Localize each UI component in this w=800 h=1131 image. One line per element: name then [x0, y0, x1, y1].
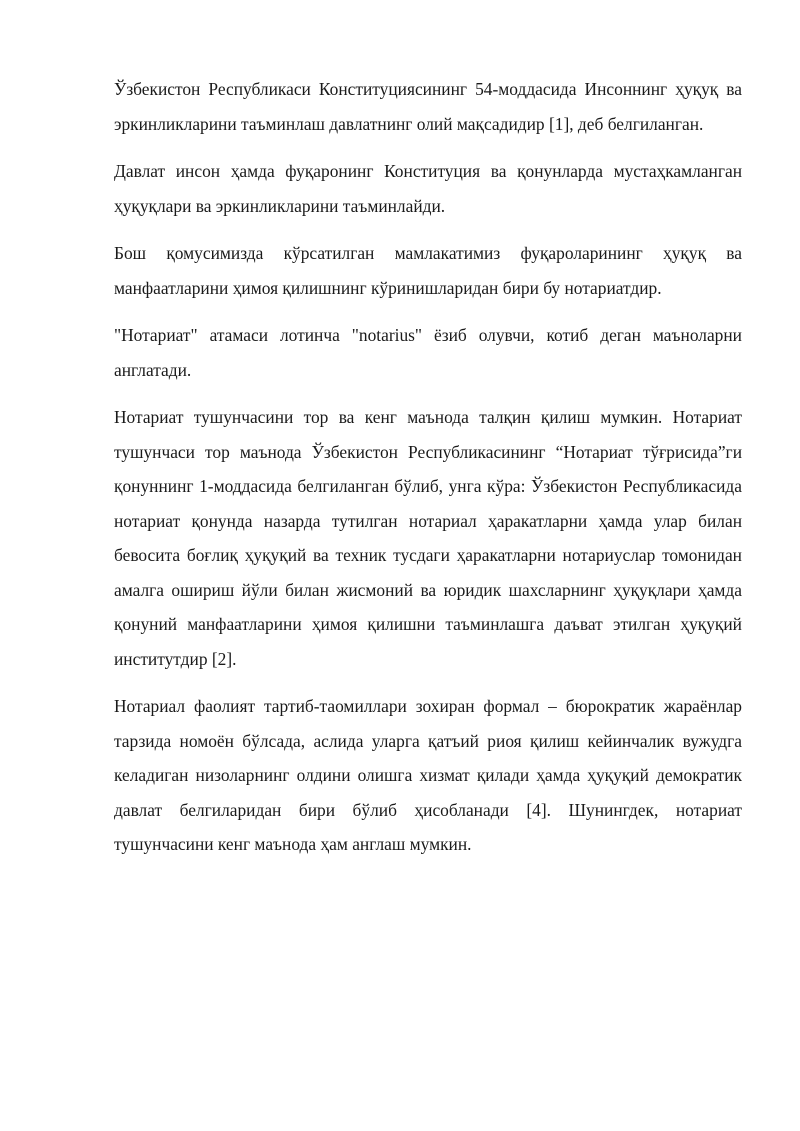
paragraph-narrow-definition: Нотариат тушунчасини тор ва кенг маънода талқин қилиш мумкин. Нотариат тушунчаси тор маънода Ўзбекистон Республикасининг “Нотариат тўғрисида”ги қонуннинг 1-моддасида белгиланган бўлиб, унга кўра: Ўзбекистон Республикасида нотариат қонунда назарда тутилган нотариал ҳаракатларни ҳамда улар билан бевосита боғлиқ ҳуқуқий ва техник тусдаги ҳаракатларни нотариуслар томонидан амалга ошириш йўли билан жисмоний ва юридик шахсларнинг ҳуқуқлари ҳамда қонуний манфаатларини ҳимоя қилишни таъминлашга даъват этилган ҳуқуқий институтдир [2]. [114, 407, 742, 669]
paragraph-notarial-procedures: Нотариал фаолият тартиб-таомиллари зохиран формал – бюрократик жараёнлар тарзида номоён бўлсада, аслида уларга қатъий риоя қилиш кейинчалик вужудга келадиган низоларнинг олдини олишга хизмат қилади ҳамда ҳуқуқий демократик давлат белгиларидан бири бўлиб ҳисобланади [4]. Шунингдек, нотариат тушунчасини кенг маънода ҳам англаш мумкин. [114, 696, 742, 854]
paragraph-state-guarantees: Давлат инсон ҳамда фуқаронинг Конституция ва қонунларда мустаҳкамланган ҳуқуқлари ва эркинликларини таъминлайди. [114, 161, 742, 216]
paragraph-constitution-article-54: Ўзбекистон Республикаси Конституциясининг 54-моддасида Инсоннинг ҳуқуқ ва эркинликларини таъминлаш давлатнинг олий мақсадидир [1], деб белгиланган. [114, 79, 742, 134]
paragraph-term-etymology: "Нотариат" атамаси лотинча "notarius" ёзиб олувчи, котиб деган маъноларни англатади. [114, 325, 742, 380]
document-page [114, 72, 742, 875]
paragraph-notary-as-protection: Бош қомусимизда кўрсатилган мамлакатимиз фуқароларининг ҳуқуқ ва манфаатларини ҳимоя қилишнинг кўринишларидан бири бу нотариатдир. [114, 243, 742, 298]
